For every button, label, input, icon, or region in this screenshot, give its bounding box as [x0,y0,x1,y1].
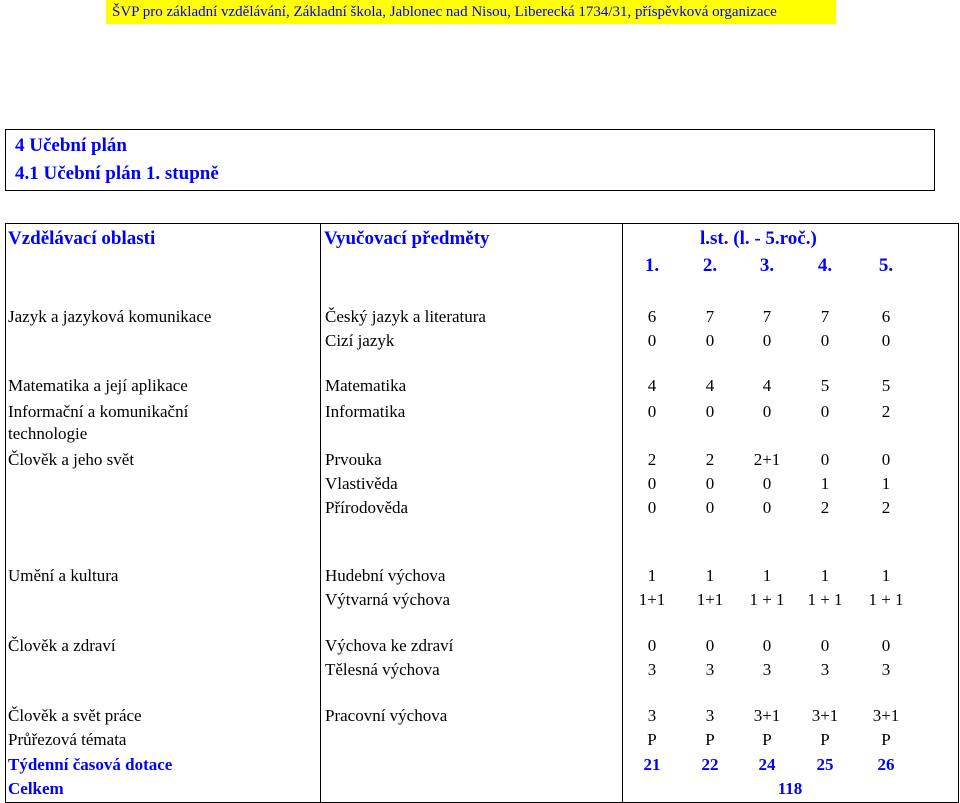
hours-cell-grade-5: 5 [881,376,891,395]
section-title: 4.1 Učební plán 1. stupně [15,163,219,184]
column-header-area: Vzdělávací oblasti [8,228,156,249]
hours-cell-grade-2: P [705,730,715,749]
total-label: Celkem [8,779,64,798]
hours-cell-grade-3: 0 [762,331,772,350]
hours-cell-grade-1: 0 [647,498,657,517]
area-cell: Informační a komunikační [8,402,189,421]
hours-cell-grade-1: 1+1 [638,590,666,609]
hours-cell-grade-5: 1 [881,474,891,493]
hours-cell-grade-2: 0 [705,331,715,350]
grade-header-5: 5. [878,255,894,276]
hours-cell-grade-4: 1 + 1 [807,590,843,609]
hours-cell-grade-4: 1 [820,566,830,585]
hours-cell-grade-1: 3 [647,706,657,725]
hours-cell-grade-2: 0 [705,474,715,493]
weekly-hours-grade-5: 26 [877,755,895,774]
title-box [5,129,935,191]
column-header-grades: l.st. (l. - 5.roč.) [700,228,817,249]
hours-cell-grade-2: 0 [705,636,715,655]
column-divider-subject [320,223,321,803]
subject-cell: Cizí jazyk [325,331,395,350]
subject-cell: Prvouka [325,450,382,469]
hours-cell-grade-3: 3+1 [753,706,781,725]
hours-cell-grade-5: 0 [881,636,891,655]
chapter-title: 4 Učební plán [15,135,127,156]
subject-cell: Český jazyk a literatura [325,307,486,326]
hours-cell-grade-3: 3 [762,660,772,679]
grade-header-1: 1. [644,255,660,276]
hours-cell-grade-1: 2 [647,450,657,469]
area-cell: Umění a kultura [8,566,119,585]
area-cell: Člověk a svět práce [8,706,142,725]
hours-cell-grade-4: P [820,730,830,749]
hours-cell-grade-3: 7 [762,307,772,326]
subject-cell: Pracovní výchova [325,706,448,725]
subject-cell: Výchova ke zdraví [325,636,454,655]
hours-cell-grade-5: 0 [881,331,891,350]
hours-cell-grade-4: 2 [820,498,830,517]
hours-cell-grade-1: 3 [647,660,657,679]
hours-cell-grade-2: 0 [705,402,715,421]
column-header-subject: Vyučovací předměty [324,228,490,249]
hours-cell-grade-1: 0 [647,331,657,350]
area-cell: Člověk a jeho svět [8,450,135,469]
area-cell: Matematika a její aplikace [8,376,188,395]
hours-cell-grade-2: 7 [705,307,715,326]
hours-cell-grade-4: 0 [820,331,830,350]
weekly-hours-grade-3: 24 [758,755,776,774]
hours-cell-grade-1: 0 [647,636,657,655]
hours-cell-grade-5: P [881,730,891,749]
hours-cell-grade-1: P [647,730,657,749]
hours-cell-grade-5: 3 [881,660,891,679]
hours-cell-grade-1: 4 [647,376,657,395]
hours-cell-grade-4: 7 [820,307,830,326]
table-right-border [958,223,959,803]
hours-cell-grade-5: 3+1 [872,706,900,725]
hours-cell-grade-2: 4 [705,376,715,395]
hours-cell-grade-4: 0 [820,636,830,655]
hours-cell-grade-1: 1 [647,566,657,585]
area-cell-continued: technologie [8,424,88,443]
hours-cell-grade-3: 1 + 1 [749,590,785,609]
subject-cell: Matematika [325,376,407,395]
subject-cell: Přírodověda [325,498,409,517]
hours-cell-grade-3: 2+1 [753,450,781,469]
subject-cell: Výtvarná výchova [325,590,451,609]
hours-cell-grade-5: 1 + 1 [868,590,904,609]
table-top-border [5,223,959,224]
hours-cell-grade-2: 2 [705,450,715,469]
subject-cell: Informatika [325,402,406,421]
hours-cell-grade-1: 0 [647,402,657,421]
hours-cell-grade-4: 3+1 [811,706,839,725]
subject-cell: Vlastivěda [325,474,398,493]
hours-cell-grade-4: 5 [820,376,830,395]
weekly-hours-label: Týdenní časová dotace [8,755,173,774]
hours-cell-grade-2: 1+1 [696,590,724,609]
grade-header-3: 3. [759,255,775,276]
hours-cell-grade-3: 4 [762,376,772,395]
hours-cell-grade-5: 1 [881,566,891,585]
area-cell: Jazyk a jazyková komunikace [8,307,212,326]
document-header: ŠVP pro základní vzdělávání, Základní škola, Jablonec nad Nisou, Liberecká 1734/31, příspěvková organizace [106,0,836,24]
hours-cell-grade-3: 0 [762,498,772,517]
hours-cell-grade-3: 0 [762,636,772,655]
grade-header-2: 2. [702,255,718,276]
total-value: 118 [777,779,803,798]
hours-cell-grade-2: 1 [705,566,715,585]
weekly-hours-grade-2: 22 [701,755,719,774]
hours-cell-grade-2: 0 [705,498,715,517]
hours-cell-grade-3: P [762,730,772,749]
hours-cell-grade-5: 2 [881,402,891,421]
hours-cell-grade-1: 0 [647,474,657,493]
hours-cell-grade-4: 3 [820,660,830,679]
subject-cell: Hudební výchova [325,566,446,585]
hours-cell-grade-3: 1 [762,566,772,585]
hours-cell-grade-4: 0 [820,402,830,421]
table-left-border [5,223,6,803]
hours-cell-grade-5: 0 [881,450,891,469]
hours-cell-grade-2: 3 [705,706,715,725]
hours-cell-grade-1: 6 [647,307,657,326]
hours-cell-grade-3: 0 [762,474,772,493]
hours-cell-grade-4: 0 [820,450,830,469]
area-cell: Člověk a zdraví [8,636,116,655]
hours-cell-grade-2: 3 [705,660,715,679]
weekly-hours-grade-4: 25 [816,755,834,774]
subject-cell: Tělesná výchova [325,660,440,679]
grade-header-4: 4. [817,255,833,276]
area-cell: Průřezová témata [8,730,127,749]
hours-cell-grade-4: 1 [820,474,830,493]
hours-cell-grade-5: 2 [881,498,891,517]
hours-cell-grade-5: 6 [881,307,891,326]
weekly-hours-grade-1: 21 [643,755,661,774]
hours-cell-grade-3: 0 [762,402,772,421]
